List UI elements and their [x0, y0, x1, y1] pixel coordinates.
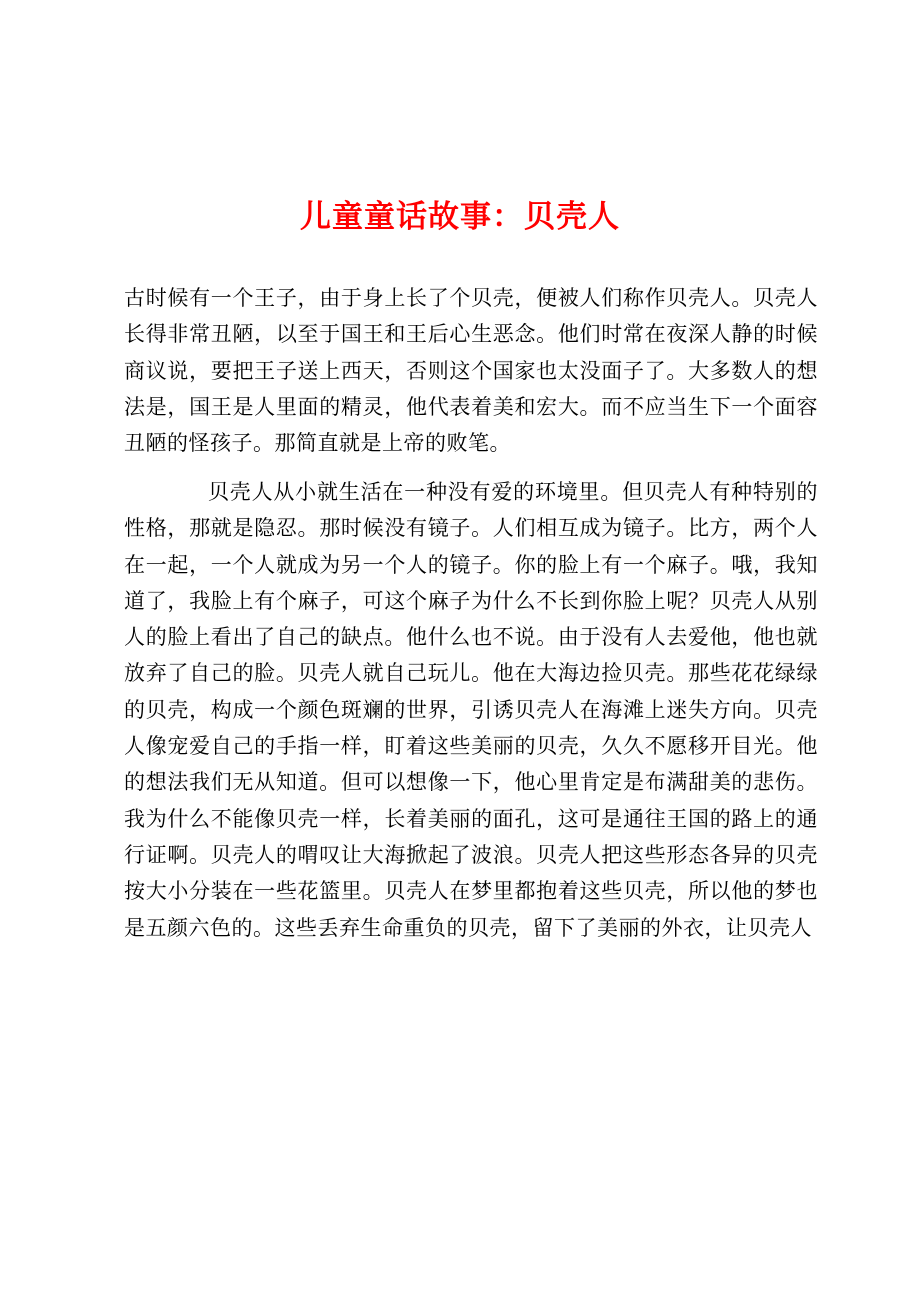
document-body — [124, 280, 818, 946]
paragraph-1: 古时候有一个王子，由于身上长了个贝壳，便被人们称作贝壳人。贝壳人长得非常丑陋，以至于国王和王后心生恶念。他们时常在夜深人静的时候商议说，要把王子送上西天，否则这个国家也太没面子了。大多数人的想法是，国王是人里面的精灵，他代表着美和宏大。而不应当生下一个面容丑陋的怪孩子。那简直就是上帝的败笔。 — [124, 286, 818, 456]
paragraph-2: 贝壳人从小就生活在一种没有爱的环境里。但贝壳人有种特别的性格，那就是隐忍。那时候没有镜子。人们相互成为镜子。比方，两个人在一起，一个人就成为另一个人的镜子。你的脸上有一个麻子。哦，我知道了，我脸上有个麻子，可这个麻子为什么不长到你脸上呢？贝壳人从别人的脸上看出了自己的缺点。他什么也不说。由于没有人去爱他，他也就放弃了自己的脸。贝壳人就自己玩儿。他在大海边捡贝壳。那些花花绿绿的贝壳，构成一个颜色斑斓的世界，引诱贝壳人在海滩上迷失方向。贝壳人像宠爱自己的手指一样，盯着这些美丽的贝壳，久久不愿移开目光。他的想法我们无从知道。但可以想像一下，他心里肯定是布满甜美的悲伤。我为什么不能像贝壳一样，长着美丽的面孔，这可是通往王国的路上的通行证啊。贝壳人的喟叹让大海掀起了波浪。贝壳人把这些形态各异的贝壳按大小分装在一些花篮里。贝壳人在梦里都抱着这些贝壳，所以他的梦也是五颜六色的。这些丢弃生命重负的贝壳，留下了美丽的外衣，让贝壳人 — [124, 479, 818, 940]
document-title: 儿童童话故事：贝壳人 — [300, 199, 620, 235]
